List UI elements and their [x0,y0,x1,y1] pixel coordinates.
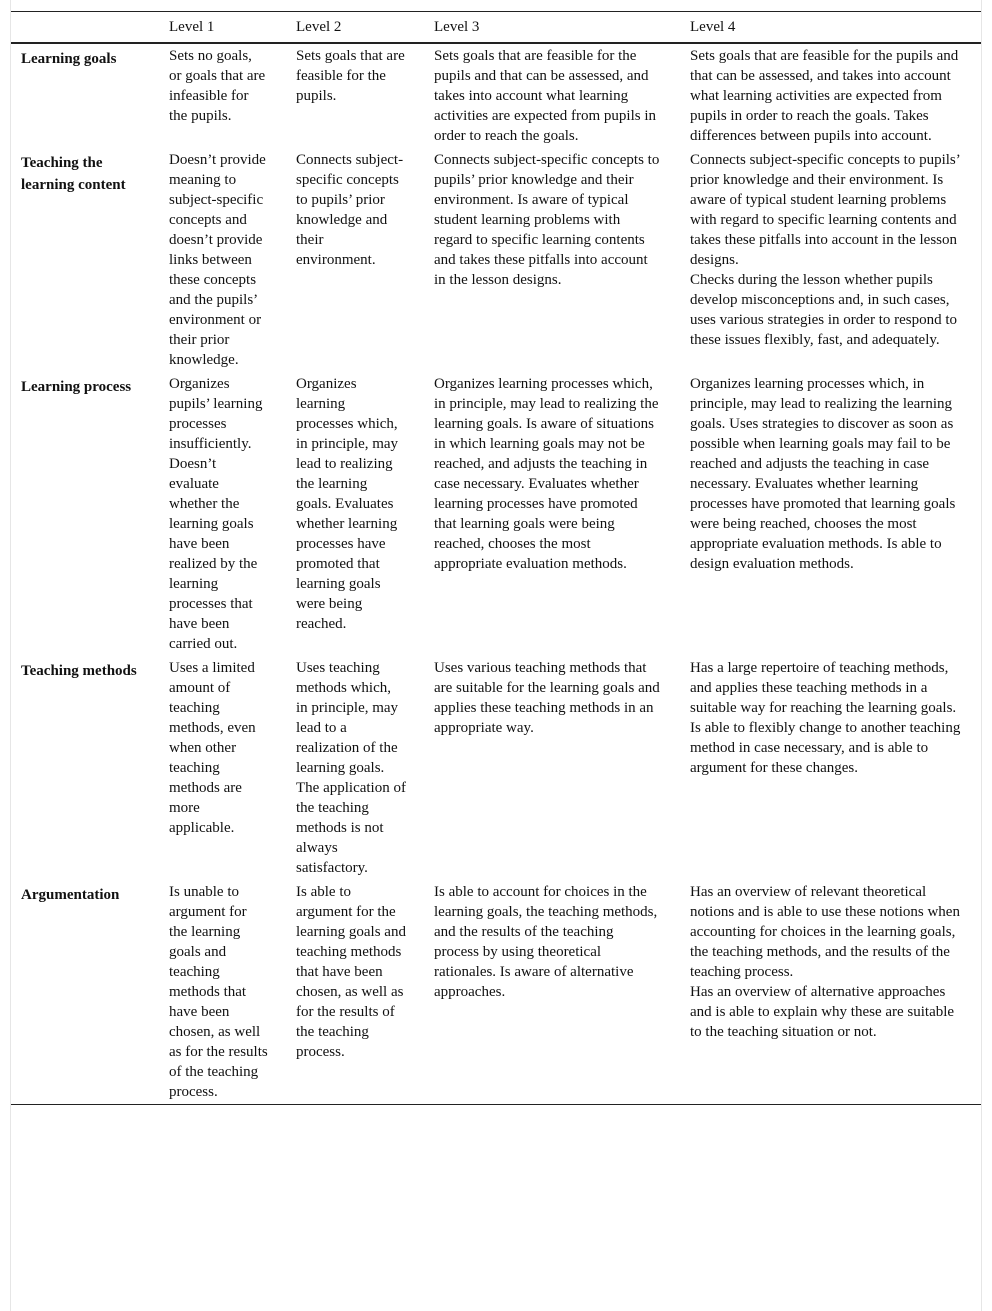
header-level-2: Level 2 [296,19,342,35]
cell-text: Uses various teaching methods that are suitable for the learning goals and applies these teaching methods in an appropriate way. [434,660,660,736]
cell-level-2 [286,148,424,372]
table-row [11,656,981,880]
header-row [11,12,981,44]
cell-level-3 [424,372,680,656]
header-criterion [11,12,159,44]
table-row [11,372,981,656]
cell-text: Checks during the lesson whether pupils develop misconceptions and, in such cases, uses various strategies in order to respond to these issues flexibly, fast, and adequately. [690,272,958,348]
cell-text: Is unable to argument for the learning goals and teaching methods that have been chosen, as well as for the results of the teaching process. [169,884,268,1100]
row-label-learning-goals: Learning goals [21,51,117,67]
cell-text: Connects subject-specific concepts to pupils’ prior knowledge and their environment. Is aware of typical student learning problems with regard to specific learning contents and takes these pitfalls into account in the lesson designs. [690,152,960,268]
row-label-teaching-methods: Teaching methods [21,663,137,679]
cell-text: Sets goals that are feasible for the pupils and that can be assessed, and takes into account what learning activities are expected from pupils in order to reach the goals. Takes differences between pupils into account. [690,48,959,144]
cell-text: Connects subject-specific concepts to pupils’ prior knowledge and their environment. Is aware of typical student learning problems with regard to specific learning contents and takes these pitfalls into account in the lesson designs. [434,152,660,288]
table-row [11,148,981,372]
cell-level-4 [680,148,981,372]
cell-text: Has an overview of relevant theoretical notions and is able to use these notions when accounting for choices in the learning goals, the teaching methods, and the results of the teaching process. [690,884,960,980]
rubric-table [11,11,981,1105]
cell-level-3 [424,148,680,372]
row-label-teaching-content: Teaching the learning content [21,155,126,193]
cell-text: Doesn’t provide meaning to subject-specific concepts and doesn’t provide links between these concepts and the pupils’ environment or their prior knowledge. [169,152,266,368]
cell-level-4 [680,372,981,656]
cell-level-2 [286,43,424,148]
cell-level-1 [159,43,286,148]
cell-text: Is able to argument for the learning goals and teaching methods that have been chosen, as well as for the results of the teaching process. [296,884,406,1060]
cell-level-2 [286,656,424,880]
table-row [11,43,981,148]
cell-text: Connects subject-specific concepts to pupils’ prior knowledge and their environment. [296,152,404,268]
row-label-learning-process: Learning process [21,379,132,395]
cell-level-1 [159,148,286,372]
cell-text: Has a large repertoire of teaching methods, and applies these teaching methods in a suitable way for reaching the learning goals. Is able to flexibly change to another teaching method in case necessary, and is able to argument for these changes. [690,660,961,776]
cell-text: Uses a limited amount of teaching methods, even when other teaching methods are more applicable. [169,660,256,836]
cell-level-1 [159,372,286,656]
cell-text: Is able to account for choices in the learning goals, the teaching methods, and the results of the teaching process by using theoretical rationales. Is aware of alternative approaches. [434,884,658,1000]
row-label-argumentation: Argumentation [21,887,120,903]
cell-text: Organizes learning processes which, in principle, may lead to realizing the learning goals. Is aware of situations in which learning goals may not be reached, and adjusts the teaching in case necessary. Evaluates whether learning processes have promoted that learning goals were being reached, chooses the most appropriate evaluation methods. [434,376,659,572]
cell-level-4 [680,880,981,1105]
cell-text: Organizes learning processes which, in principle, may lead to realizing the learning goals. Uses strategies to discover as soon as possible when learning goals may fail to be reached and adjusts the teaching in case necessary. Evaluates whether learning processes have promoted that learning goals were being reached, chooses the most appropriate evaluation methods. Is able to design evaluation methods. [690,376,956,572]
cell-level-4 [680,43,981,148]
cell-text: Uses teaching methods which, in principle, may lead to a realization of the learning goals. The application of the teaching methods is not always satisfactory. [296,660,406,876]
cell-text: Sets goals that are feasible for the pupils and that can be assessed, and takes into account what learning activities are expected from pupils in order to reach the goals. [434,48,657,144]
cell-text: Sets no goals, or goals that are infeasible for the pupils. [169,48,266,124]
cell-level-1 [159,656,286,880]
cell-level-3 [424,656,680,880]
header-level-1: Level 1 [169,19,215,35]
cell-text: Organizes learning processes which, in principle, may lead to realizing the learning goals. Evaluates whether learning processes have promoted that learning goals were being reached. [296,376,399,632]
cell-level-3 [424,43,680,148]
header-level-4: Level 4 [690,19,736,35]
cell-level-2 [286,880,424,1105]
cell-text: Sets goals that are feasible for the pupils. [296,48,405,104]
cell-text: Organizes pupils’ learning processes insufficiently. Doesn’t evaluate whether the learning goals have been realized by the learning processes that have been carried out. [169,376,263,652]
cell-level-3 [424,880,680,1105]
cell-level-4 [680,656,981,880]
cell-text: Has an overview of alternative approaches and is able to explain why these are suitable to the teaching situation or not. [690,984,955,1040]
header-level-3: Level 3 [434,19,480,35]
cell-level-1 [159,880,286,1105]
table-row [11,880,981,1105]
cell-level-2 [286,372,424,656]
